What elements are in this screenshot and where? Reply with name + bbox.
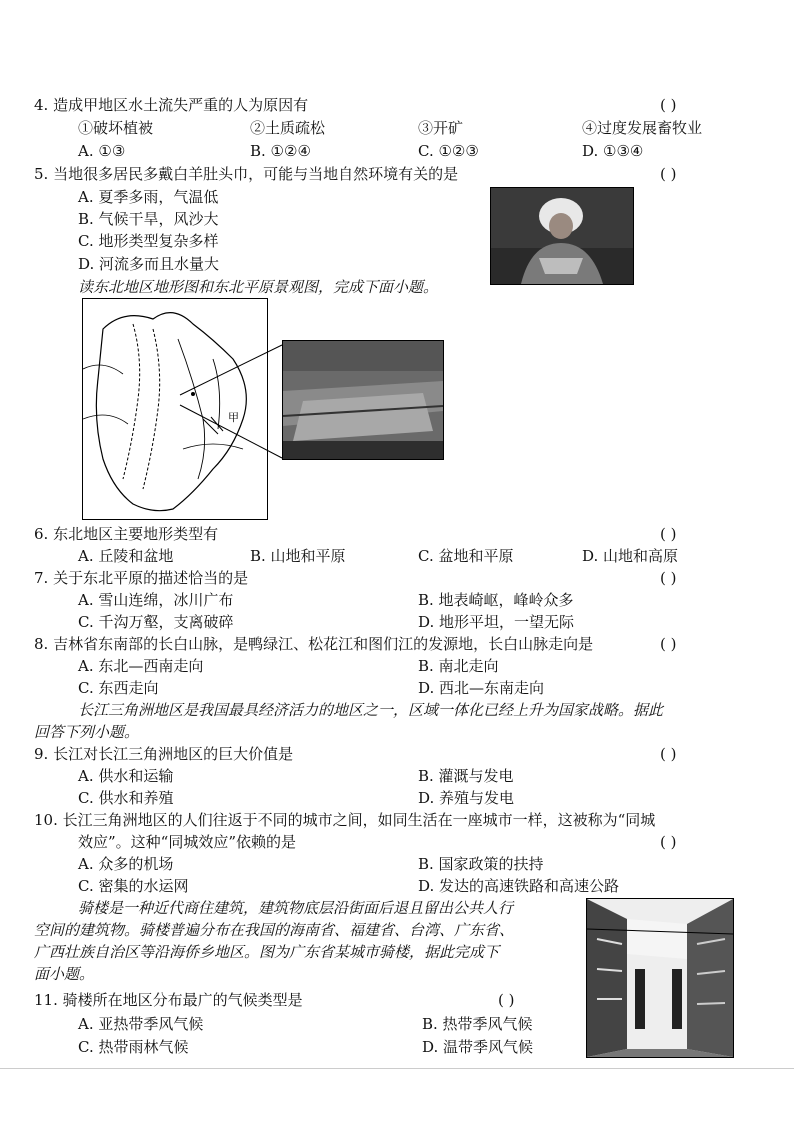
page-bottom-divider [0,1068,794,1069]
q4-answer-paren[interactable]: ( ) [660,96,677,114]
q8-stem: 8. 吉林省东南部的长白山脉，是鸭绿江、松花江和图们江的发源地，长白山脉走向是 [34,635,594,653]
q7-stem: 7. 关于东北平原的描述恰当的是 [34,569,249,587]
q6-option-a[interactable]: A. 丘陵和盆地 [78,547,174,565]
q8-option-b[interactable]: B. 南北走向 [418,657,499,675]
q10-option-a[interactable]: A. 众多的机场 [78,855,174,873]
q11-stem: 11. 骑楼所在地区分布最广的气候类型是 [34,991,303,1009]
q5-option-b[interactable]: B. 气候干旱，风沙大 [78,210,219,228]
q4-option-a[interactable]: A. ①③ [78,142,126,160]
q7-option-b[interactable]: B. 地表崎岖，峰岭众多 [418,591,574,609]
q8-option-a[interactable]: A. 东北—西南走向 [78,657,204,675]
q7-option-d[interactable]: D. 地形平坦，一望无际 [418,613,575,631]
q4-option-b[interactable]: B. ①②④ [250,142,311,160]
q4-stem: 4. 造成甲地区水土流失严重的人为原因有 [34,96,309,114]
q11-option-c[interactable]: C. 热带雨林气候 [78,1038,189,1056]
yrd-intro-line-2: 回答下列小题。 [34,723,140,741]
q10-option-c[interactable]: C. 密集的水运网 [78,877,189,895]
q9-option-d[interactable]: D. 养殖与发电 [418,789,515,807]
q6-answer-paren[interactable]: ( ) [660,525,677,543]
q5-stem: 5. 当地很多居民多戴白羊肚头巾，可能与当地自然环境有关的是 [34,165,459,183]
q10-answer-paren[interactable]: ( ) [660,833,677,851]
q11-option-d[interactable]: D. 温带季风气候 [422,1038,534,1056]
q11-option-a[interactable]: A. 亚热带季风气候 [78,1015,204,1033]
qilou-street-photo [586,898,734,1058]
yrd-intro-line-1: 长江三角洲地区是我国最具经济活力的地区之一，区域一体化已经上升为国家战略。据此 [78,701,664,719]
q6-option-c[interactable]: C. 盆地和平原 [418,547,514,565]
q10-stem-line-2: 效应”。这种“同城效应”依赖的是 [78,833,297,851]
q10-option-b[interactable]: B. 国家政策的扶持 [418,855,544,873]
q8-answer-paren[interactable]: ( ) [660,635,677,653]
q5-option-c[interactable]: C. 地形类型复杂多样 [78,232,219,250]
q4-option-d[interactable]: D. ①③④ [582,142,644,160]
q7-answer-paren[interactable]: ( ) [660,569,677,587]
q9-answer-paren[interactable]: ( ) [660,745,677,763]
q9-option-a[interactable]: A. 供水和运输 [78,767,174,785]
q11-answer-paren[interactable]: ( ) [498,991,515,1009]
q4-item-2: ②土质疏松 [250,119,326,137]
q4-option-c[interactable]: C. ①②③ [418,142,479,160]
q6-option-d[interactable]: D. 山地和高原 [582,547,679,565]
q9-stem: 9. 长江对长江三角洲地区的巨大价值是 [34,745,294,763]
q9-option-c[interactable]: C. 供水和养殖 [78,789,174,807]
qilou-intro-line-1: 骑楼是一种近代商住建筑，建筑物底层沿街面后退且留出公共人行 [78,899,514,917]
q11-option-b[interactable]: B. 热带季风气候 [422,1015,533,1033]
q4-item-1: ①破坏植被 [78,119,154,137]
qilou-intro-line-4: 面小题。 [34,965,95,983]
q4-item-4: ④过度发展畜牧业 [582,119,703,137]
q8-option-d[interactable]: D. 西北—东南走向 [418,679,545,697]
q8-option-c[interactable]: C. 东西走向 [78,679,159,697]
q5-option-a[interactable]: A. 夏季多雨，气温低 [78,188,219,206]
q6-option-b[interactable]: B. 山地和平原 [250,547,346,565]
q5-option-d[interactable]: D. 河流多而且水量大 [78,255,220,273]
northeast-plain-photo [282,340,444,460]
q6-stem: 6. 东北地区主要地形类型有 [34,525,219,543]
q9-option-b[interactable]: B. 灌溉与发电 [418,767,514,785]
q7-option-c[interactable]: C. 千沟万壑，支离破碎 [78,613,234,631]
map-label-jia: 甲 [228,411,239,424]
northeast-intro: 读东北地区地形图和东北平原景观图，完成下面小题。 [78,278,439,296]
qilou-intro-line-3: 广西壮族自治区等沿海侨乡地区。图为广东省某城市骑楼，据此完成下 [34,943,500,961]
q4-item-3: ③开矿 [418,119,464,137]
q10-option-d[interactable]: D. 发达的高速铁路和高速公路 [418,877,620,895]
q5-answer-paren[interactable]: ( ) [660,165,677,183]
qilou-intro-line-2: 空间的建筑物。骑楼普遍分布在我国的海南省、福建省、台湾、广东省、 [34,921,515,939]
q10-stem-line-1: 10. 长江三角洲地区的人们往返于不同的城市之间，如同生活在一座城市一样，这被称为“同城 [34,811,656,829]
q7-option-a[interactable]: A. 雪山连绵，冰川广布 [78,591,234,609]
